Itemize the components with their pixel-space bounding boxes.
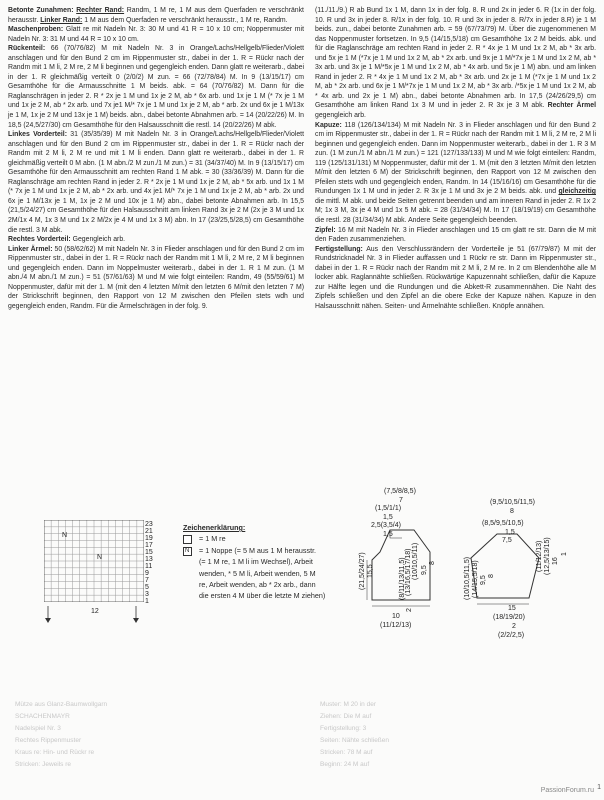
betonte-zunahmen-para: Betonte Zunahmen: Rechter Rand: Randm, 1 M re, 1 M aus dem Querfaden re verschränkt herausstr. Linker Rand: 1 M aus dem Querfaden re verschränkt herausstr., 1 M re, Randm. bbox=[8, 7, 304, 24]
legend: Zeichenerklärung: = 1 M re N = 1 Noppe (= 5 M aus 1 M herausstr. (= 1 M re, 1 M li im Wechsel), Arbeit wenden, * 5 M li, Arbeit wenden, 5 M re, Arbeit wenden, ab * 2x arb., dann die ersten 4 M über die letzte M ziehen) bbox=[183, 522, 358, 602]
noppe-symbol-2: N bbox=[97, 554, 103, 561]
legend-item-knit: = 1 M re bbox=[183, 533, 358, 544]
fertigstellung-para: Fertigstellung: Aus den Verschlussrändern der Vorderteile je 51 (67/79/87) M mit der Rundstricknadel Nr. 3 in Flieder auffassen und 1 Rückr re str. Dann im Rippenmuster str., dabei in der 1. R = Rückr nach der Randm mit 2 M li, 2 M re. In 2 cm Blendenhöhe alle M locker abk. Raglannähte schließen. Rückwärtige Kapuzennaht schließen, dafür die Kapuze zur Hälfte legen und die Rundungen und die Abkett-R zusammennähen. Die Naht des Zipfels schließen und den Zipfel an die obere Ecke der Kapuze nähen. Kapuze in den Halsausschnitt nähen. Seiten- und Ärmelnähte schließen. Knöpfe annähen. bbox=[315, 245, 596, 310]
noppe-box-icon bbox=[183, 547, 192, 556]
empty-box-icon bbox=[183, 535, 192, 544]
noppe-symbol-1: N bbox=[62, 532, 68, 539]
watermark: PassionForum.ru bbox=[540, 787, 594, 794]
rueckenteil-para: Rückenteil: 66 (70/76/82) M mit Nadeln Nr. 3 in Orange/Lachs/Hellgelb/Flieder/Violett anschlagen und für den Bund 2 cm im Rippenmuster str., dabei in der 1. R = Rückr nach der Randm mit 1 M li, 2 M re, 2 M li beginnen und gegengleich enden. Dann glatt re weiterarb., dabei in der 1. R gleichmäßig verteilt 0 (2/0/2) M zun. = 66 (72/78/84) M. In 9 (13/15/17) cm Gesamthöhe für die Armausschnitte 1 M beids. abk. = 64 (70/76/82) M. Dann für die Raglanschrägen in jeder 2. R * 2x je 1 M und 1x je 2 M, ab * 6x arb. und 1x je 1 M (* 7x je 1 M und 1x je 2 M, ab * 2x arb. und 7x je1 M/* 7x je 1 M und 1x je 2 M, ab * arb. 2x und 6x je 1 M/13x je 1 M, 1x je 2 M und 13x je 1 M) beids. abn., dabei betonte Abnahmen arb. = 14 (20/22/26) M. In 18,5 (24,5/27/30) cm Gesamthöhe für den Halsausschnitt die restl. 14 (20/22/26) M abk. bbox=[8, 45, 304, 129]
kapuze-para: Kapuze: 118 (126/134/134) M mit Nadeln Nr. 3 in Flieder anschlagen und für den Bund 2 cm im Rippenmuster str., dabei in der 1. R = Rückr nach der Randm mit 1 M li, 2 M re, 2 M li beginnen und gegengleich enden. Dann im Noppenmuster weiterarb., dabei in der 1. R 3 M zun. (1 M zun./1 M abn./1 M zun.) = 121 (127/133/133) M und M wie folgt einteilen: Randm, 119 (125/131/131) M Noppenmuster, dafür mit der 1. M (mit den 3 letzten M/mit den letzten M/mit den letzten 6 M) der Strickschrift beginnen, den Rapport von 12 M zwischen den Pfeilen stets wdh und gegengleich enden, Randm. In 14 (15/16/16) cm Gesamthöhe für die Rundungen 1x 1 M und in jeder 2. R 3x je 1 M und 3x je 2 M beids. abk. und gleichzeitig die mittl. M abk. und beide Seiten getrennt beenden und am inneren Rand in jeder 2. R 1x 2 M; 1x 3 M, 3x je 4 M und 1x 5 M abk. = 28 (31/34/34) M. In 17 (18/19/19) cm Gesamthöhe die restl. 28 (31/34/34) M abk. Andere Seite gegengleich beenden. bbox=[315, 121, 596, 225]
left-text-column bbox=[8, 6, 304, 312]
aermel-continued-para: (11./11./9.) R ab Bund 1x 1 M, dann 1x in der folg. 8. R und 2x in jeder 6. R (1x in der folg. 10. R und 3x in jeder 8. R/1x in der folg. 10. R und 3x in jeder 8. R/7x in jeder 8.R) je 1 M beids. zun., dabei betonte Zunahmen arb. = 59 (67/73/79) M. Über die zugenommenen M das Noppenmuster fortsetzen. In 9,5 (14/15,5/18) cm Gesamthöhe 1x 2 M beids. abk. und für die Raglanschräge am rechten Rand in jeder 2. R * 4x je 1 M und 1x 2 M, ab * 3x arb. und 5x je 1 M (*7x je 1 M und 1x 2 M, ab * 2x arb. und 9x je 1 M/*7x je 1 M und 1x 2 M, ab * 3x arb. und 3x je 1 M/*5x je 1 M und 1x 2 M, ab * 4x arb. und 5x je 1 M) abn. und am linken Rand in jeder 2. R * 4x je 1 M und 1x 2 M, ab * 3x arb. und 2x je 1 M (*7x je 1 M und 1x 2 M, ab * 2x arb. und 6x je 1 M/*7x je 1 M und 1x 2 M, ab * 3x arb. /*5x je 1 M und 1x 2 M, ab * 4x arb. und 2x je 1 M) abn., dabei betonte Abnahmen arb. In 17,5 (24/26/29,5) cm Gesamthöhe am linken Rand 1x 3 M und in jeder 2. R 3x je 3 M abk. Rechter Ärmel gegengleich arb. bbox=[315, 7, 596, 120]
legend-item-noppe: N = 1 Noppe (= 5 M aus 1 M herausstr. bbox=[183, 545, 358, 556]
linkes-vorderteil-para: Linkes Vorderteil: 31 (35/35/39) M mit Nadeln Nr. 3 in Orange/Lachs/Hellgelb/Flieder/Violett anschlagen und für den Bund 2 cm im Rippenmuster str., dabei in der 1. R = Rückr nach der Randm mit 2 M li, 2 M re und mit 1 M li enden. Dann glatt re weiterarb., dabei in der 1. R gleichmäßig verteilt 0 M abn. (1 M abn./2 M zun./1 M zun.) = 31 (34/37/40) M. In 9 (13/15/17) cm Gesamthöhe für den Armausschnitt am rechten Rand 1 M abk. = 30 (33/36/39) M. Dann für die Raglanschräge am rechten Rand in jeder 2. R * 2x je 1 M und 1x je 2 M, ab * 5x arb. und 1x 1 M (* 7x je 1 M und 1x je 2 M, ab * 2x arb. und 4x je1 M/* 7x je 1 M und 1x je 2 M, ab * arb. 2x und 6x je 1 M/13x je 1 M, 1x je 2 M und 10x je 1 M) abn., dabei betonte Abnahmen arb. In 15,5 (21,5/24/27) cm Gesamthöhe für den Halsausschnitt am linken Rand 3x je 2 M (2x je 3 M und 1x 2M/1x 4 M, 1x 3 M und 1x 2 M/2x je 4 M und 1x 3 M) abn. In 17 (23/25,5/28,5) cm Gesamthöhe die restl. 3 M abk. bbox=[8, 131, 304, 234]
page-number: 1 bbox=[597, 784, 601, 791]
legend-title: Zeichenerklärung: bbox=[183, 523, 246, 532]
right-text-column bbox=[315, 6, 596, 312]
chart-grid bbox=[44, 520, 144, 602]
zipfel-para: Zipfel: 16 M mit Nadeln Nr. 3 in Flieder anschlagen und 15 cm glatt re str. Dann die M mit den Faden zusammenziehen. bbox=[315, 226, 596, 244]
repeat-width-label: 12 bbox=[91, 608, 99, 615]
rechtes-vorderteil-para: Rechtes Vorderteil: Gegengleich arb. bbox=[8, 236, 126, 244]
maschenproben-para: Maschenproben: Glatt re mit Nadeln Nr. 3: 30 M und 41 R = 10 x 10 cm; Noppenmuster mit Nadeln Nr. 3: 31 M und 44 R = 10 x 10 cm. bbox=[8, 26, 304, 43]
linker-aermel-para: Linker Ärmel: 50 (58/62/62) M mit Nadeln Nr. 3 in Flieder anschlagen und für den Bund 2 cm im Rippenmuster str., dabei in der 1. R = Rückr nach der Randm mit 1 M li, 2 M re, 2 M li beginnen und gegengleich enden. Dann im Noppelmuster weiterarb., dabei in der 1. R 1 M zun. (1 M abn./4 M abn./1 M zun.) = 51 (57/61/63) M und M wie folgt einteilen: Randm, 49 (55/59/61) M Noppenmuster, dafür mit der 1. M (mit den 4 letzten M/mit den letzten 6 M/mit den letzten 7 M) der Strickschrift beginnen, den Rapport von 12 M zwischen den Pfeilen stets wdh und gegengleich enden, Randm. Für die Ärmelschrägen in der folg. 9. bbox=[8, 245, 305, 310]
